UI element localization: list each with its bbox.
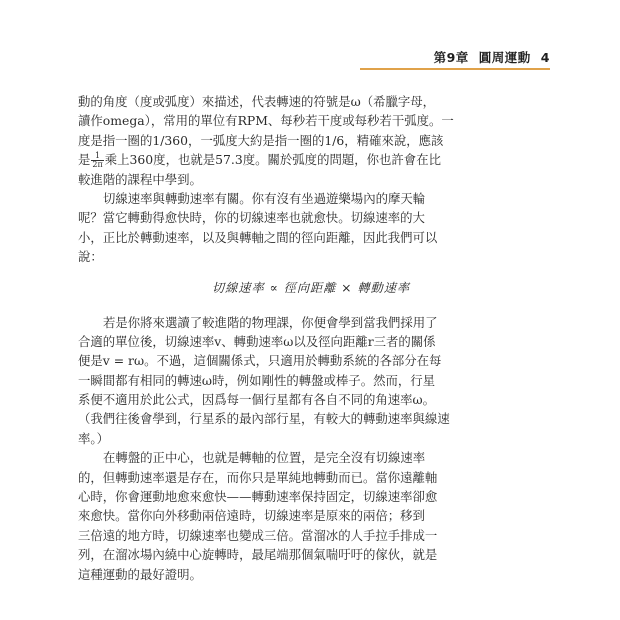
text-line: 讀作omega），常用的單位有RPM、每秒若干度或每秒若干弧度。一	[78, 113, 454, 129]
text-line: 說：	[78, 249, 103, 265]
text-segment: 乘上360度，也就是57.3度。關於弧度的問題，你也許會在比	[104, 152, 441, 168]
text-line: 小，正比於轉動速率，以及與轉軸之間的徑向距離，因此我們可以	[78, 229, 438, 245]
page-body	[78, 92, 544, 584]
fraction-numerator: 1	[91, 152, 103, 161]
text-line: 動的角度（度或弧度）來描述，代表轉速的符號是ω（希臘字母，	[78, 94, 436, 109]
text-line: 在轉盤的正中心，也就是轉軸的位置，是完全沒有切線速率	[103, 450, 426, 466]
text-line-with-fraction	[78, 150, 544, 169]
paragraph-1	[78, 92, 544, 189]
text-line: 心時，你會運動地愈來愈快——轉動速率保持固定，切線速率卻愈	[78, 489, 438, 505]
text-line: 這種運動的最好證明。	[78, 566, 202, 582]
paragraph-4	[78, 448, 544, 584]
text-line: 度是指一圈的1/360，一弧度大約是指一圈的1/6，精確來說，應該	[78, 132, 444, 148]
text-line: 合適的單位後，切線速率v、轉動速率ω以及徑向距離r三者的關係	[78, 333, 436, 349]
text-line: 較進階的課程中學到。	[78, 171, 202, 187]
text-line: 系便不適用於此公式，因爲每一個行星都有各自不同的角速率ω。	[78, 392, 436, 408]
page-number: 4	[540, 50, 550, 65]
header-text	[434, 48, 550, 66]
text-segment: 是	[78, 152, 91, 168]
text-line: （我們往後會學到，行星系的最內部行星，有較大的轉動速率與線速	[78, 411, 450, 427]
paragraph-2	[78, 189, 544, 267]
text-line: 呢？當它轉動得愈快時，你的切線速率也就愈快。切線速率的大	[78, 210, 425, 226]
fraction-denominator: 2π	[92, 160, 103, 170]
header-rule	[360, 68, 550, 70]
text-line: 列，在溜冰場內繞中心旋轉時，最尾端那個氣喘吁吁的傢伙，就是	[78, 547, 438, 563]
text-line: 三倍遠的地方時，切線速率也變成三倍。當溜冰的人手拉手排成一	[78, 527, 438, 543]
text-line: 率。）	[78, 430, 109, 446]
text-line: 便是v = rω。不過，這個關係式，只適用於轉動系統的各部分在每	[78, 353, 442, 369]
text-line: 一瞬間都有相同的轉速ω時，例如剛性的轉盤或棒子。然而，行星	[78, 372, 436, 388]
proportionality-formula: 切線速率 ∝ 徑向距離 × 轉動速率	[211, 280, 411, 295]
paragraph-3	[78, 313, 544, 449]
running-header	[360, 48, 550, 70]
fraction-one-over-two-pi	[91, 152, 103, 169]
chapter-title: 圓周運動	[478, 50, 531, 65]
text-line: 來愈快。當你向外移動兩倍遠時，切線速率是原來的兩倍；移到	[78, 508, 425, 524]
text-line: 若是你將來選讀了較進階的物理課，你便會學到當我們採用了	[103, 314, 438, 330]
text-line: 切線速率與轉動速率有關。你有沒有坐過遊樂場內的摩天輪	[103, 190, 426, 206]
text-line: 的，但轉動速率還是存在，而你只是單純地轉動而已。當你遠離軸	[78, 469, 438, 485]
chapter-label: 第9章	[433, 50, 469, 65]
